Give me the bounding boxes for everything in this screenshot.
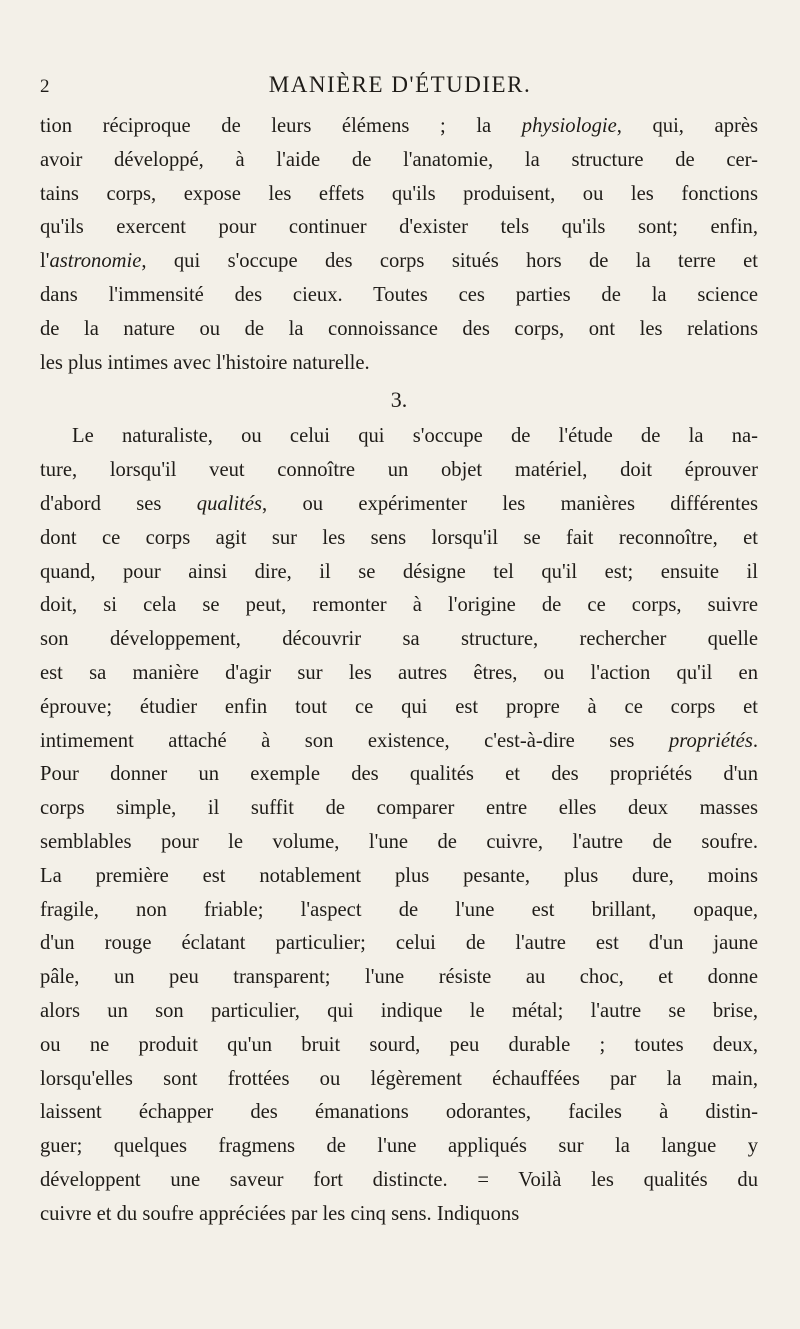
text-line bbox=[40, 420, 758, 454]
text-run: guer; quelques fragmens de l'une appliqués sur la langue y bbox=[40, 1135, 758, 1158]
text-run: qu'ils exercent pour continuer d'exister tels qu'ils sont; enfin, bbox=[40, 216, 758, 239]
text-run: son développement, découvrir sa structure, rechercher quelle bbox=[40, 628, 758, 651]
text-line bbox=[40, 522, 758, 556]
text-run: La première est notablement plus pesante, plus dure, moins bbox=[40, 864, 758, 887]
text-run: développent une saveur fort distincte. = Voilà les qualités du bbox=[40, 1168, 758, 1191]
text-line bbox=[40, 556, 758, 590]
text-run: pâle, un peu transparent; l'une résiste au choc, et donne bbox=[40, 966, 758, 989]
text-line bbox=[40, 347, 758, 381]
text-run: est sa manière d'agir sur les autres êtres, ou l'action qu'il en bbox=[40, 661, 758, 684]
text-line bbox=[40, 1198, 758, 1232]
text-line bbox=[40, 894, 758, 928]
text-line bbox=[40, 110, 758, 144]
text-run: tion réciproque de leurs élémens ; la bbox=[40, 115, 522, 137]
text-line bbox=[40, 1096, 758, 1130]
text-run: corps simple, il suffit de comparer entre elles deux masses bbox=[40, 797, 758, 820]
text-run: Pour donner un exemple des qualités et des propriétés d'un bbox=[40, 763, 758, 786]
page-number: 2 bbox=[40, 76, 50, 97]
text-run: . bbox=[752, 729, 758, 752]
text-line bbox=[40, 623, 758, 657]
text-line bbox=[40, 178, 758, 212]
text-run: lorsqu'elles sont frottées ou légèrement échauffées par la main, bbox=[40, 1067, 758, 1090]
text-line bbox=[40, 792, 758, 826]
text-line bbox=[40, 589, 758, 623]
text-line bbox=[40, 1029, 758, 1063]
text-line bbox=[40, 758, 758, 792]
text-run: intimement attaché à son existence, c'est-à-dire ses bbox=[40, 729, 669, 752]
text-line bbox=[40, 211, 758, 245]
text-line bbox=[40, 144, 758, 178]
text-run: cuivre et du soufre appréciées par les cinq sens. Indiquons bbox=[40, 1202, 520, 1225]
text-line bbox=[40, 860, 758, 894]
text-line bbox=[40, 454, 758, 488]
text-run: laissent échapper des émanations odorantes, faciles à distin- bbox=[40, 1101, 758, 1124]
text-run: d'abord ses bbox=[40, 492, 197, 515]
text-run: doit, si cela se peut, remonter à l'origine de ce corps, suivre bbox=[40, 594, 758, 617]
text-line bbox=[40, 245, 758, 279]
text-line bbox=[40, 1130, 758, 1164]
text-run: , ou expérimenter les manières différentes bbox=[261, 492, 758, 515]
running-title: MANIÈRE D'ÉTUDIER. bbox=[268, 72, 532, 97]
text-run: l' bbox=[40, 250, 50, 273]
section-number: 3. bbox=[390, 387, 408, 413]
italic-term: physiologie bbox=[521, 115, 617, 137]
text-run: ou ne produit qu'un bruit sourd, peu durable ; toutes deux, bbox=[40, 1033, 758, 1056]
text-line bbox=[40, 657, 758, 691]
text-run: d'un rouge éclatant particulier; celui de l'autre est d'un jaune bbox=[40, 932, 758, 955]
text-run: éprouve; étudier enfin tout ce qui est propre à ce corps et bbox=[40, 695, 758, 718]
text-run: dont ce corps agit sur les sens lorsqu'il se fait reconnoître, et bbox=[40, 526, 758, 549]
italic-term: propriétés bbox=[668, 729, 753, 752]
text-line bbox=[40, 725, 758, 759]
text-line bbox=[40, 961, 758, 995]
body-text bbox=[40, 110, 758, 1232]
text-run: ture, lorsqu'il veut connoître un objet matériel, doit éprouver bbox=[40, 459, 758, 482]
text-run: , qui, après bbox=[616, 115, 758, 137]
text-run: Le naturaliste, ou celui qui s'occupe de l'étude de la na- bbox=[72, 425, 758, 448]
paragraph bbox=[40, 110, 758, 380]
text-line bbox=[40, 995, 758, 1029]
text-run: tains corps, expose les effets qu'ils produisent, ou les fonctions bbox=[40, 182, 758, 205]
text-line bbox=[40, 1063, 758, 1097]
text-run: les plus intimes avec l'histoire naturelle. bbox=[40, 351, 370, 374]
text-run: de la nature ou de la connoissance des corps, ont les relations bbox=[40, 317, 758, 340]
text-line bbox=[40, 488, 758, 522]
text-line bbox=[40, 927, 758, 961]
italic-term: qualités bbox=[196, 492, 262, 515]
page-header bbox=[40, 68, 760, 102]
text-line bbox=[40, 279, 758, 313]
text-run: avoir développé, à l'aide de l'anatomie, la structure de cer- bbox=[40, 148, 758, 171]
text-run: semblables pour le volume, l'une de cuivre, l'autre de soufre. bbox=[40, 830, 758, 853]
text-run: quand, pour ainsi dire, il se désigne tel qu'il est; ensuite il bbox=[40, 560, 758, 583]
text-line bbox=[40, 691, 758, 725]
paragraph bbox=[40, 420, 758, 1231]
text-line bbox=[40, 313, 758, 347]
text-run: alors un son particulier, qui indique le métal; l'autre se brise, bbox=[40, 999, 758, 1022]
text-run: dans l'immensité des cieux. Toutes ces parties de la science bbox=[40, 283, 758, 306]
italic-term: astronomie bbox=[49, 250, 142, 273]
text-run: fragile, non friable; l'aspect de l'une est brillant, opaque, bbox=[40, 898, 758, 921]
text-run: , qui s'occupe des corps situés hors de la terre et bbox=[141, 250, 758, 273]
text-line bbox=[40, 1164, 758, 1198]
text-line bbox=[40, 826, 758, 860]
